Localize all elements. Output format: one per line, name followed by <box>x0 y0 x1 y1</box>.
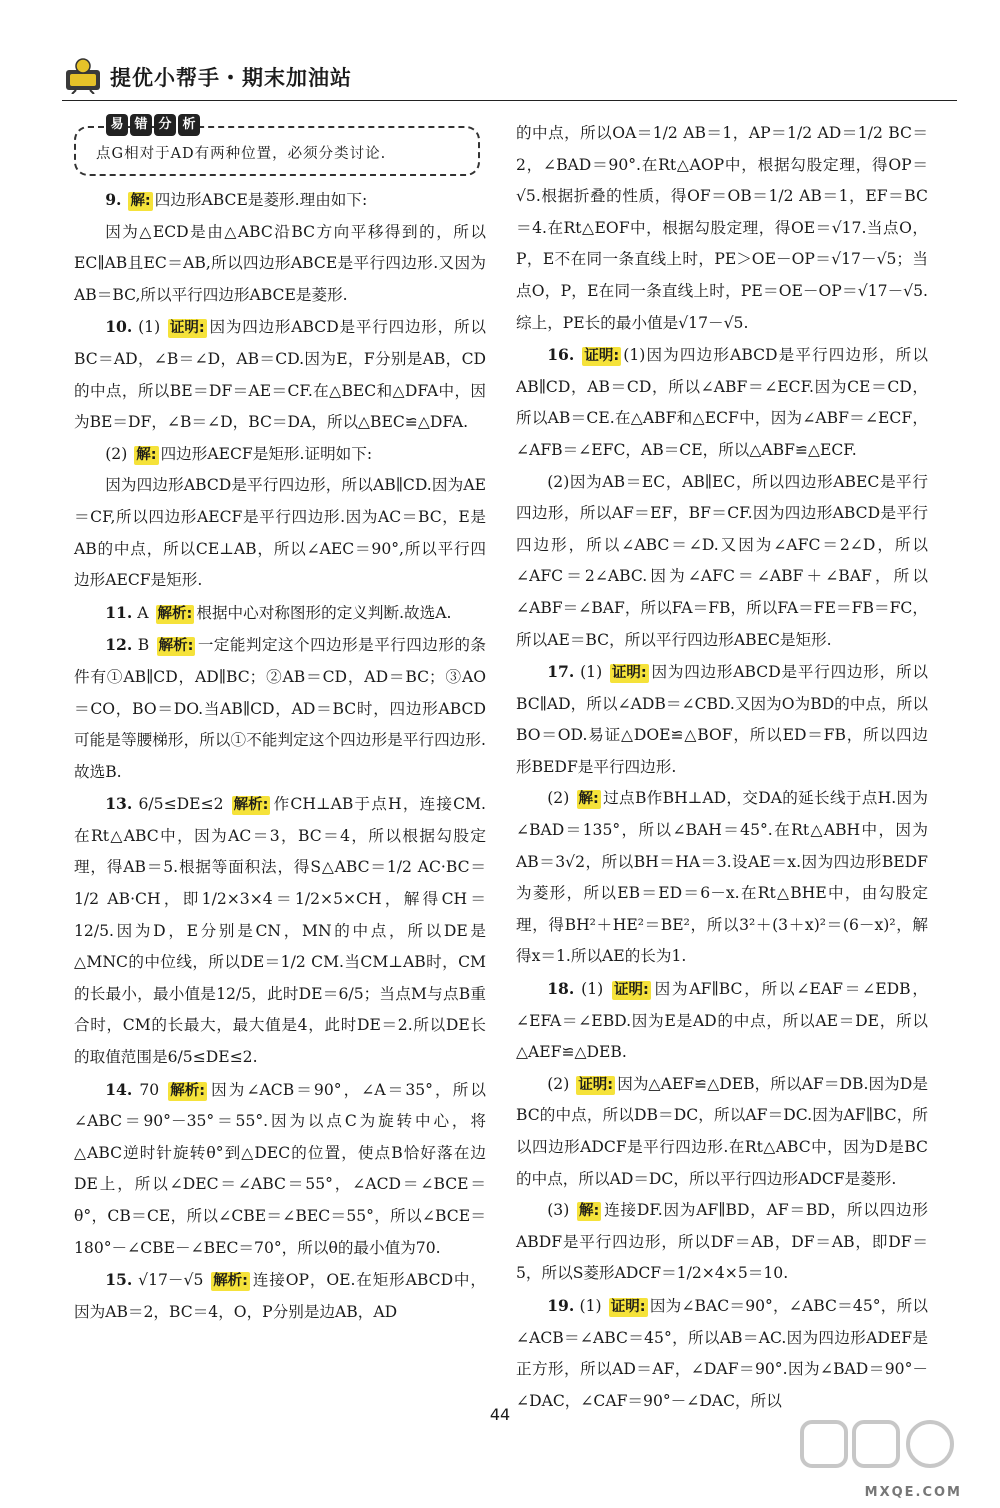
left-column <box>74 118 486 1328</box>
answer-text: 因为∠BAC＝90°，∠ABC＝45°，所以∠ACB＝∠ABC＝45°，所以AB＝AC.因为四边形ADEF是正方形，所以AD＝AF，∠DAF＝90°.因为∠BAD＝90°－∠DAC，∠CAF＝90°－∠DAC，所以 <box>516 1296 928 1410</box>
answer-paragraph <box>516 783 928 973</box>
answer-paragraph <box>74 788 486 1073</box>
answer-paragraph <box>74 217 486 312</box>
question-number: 15. <box>105 1270 133 1290</box>
watermark-text: MXQE.COM <box>864 1485 962 1500</box>
answer-paragraph <box>74 470 486 596</box>
answer-text: 因为四边形ABCD是平行四边形，所以BC∥AD，所以∠ADB＝∠CBD.又因为O为BD的中点，所以BO＝OD.易证△DOE≌△BOF，所以ED＝FB，所以四边形BEDF是平行四边形. <box>516 663 928 776</box>
question-number: 14. <box>105 1079 133 1099</box>
question-number: 11. <box>105 602 133 622</box>
question-number: 19. <box>547 1295 575 1315</box>
question-number: 9. <box>105 190 122 209</box>
answer-paragraph <box>516 1290 928 1417</box>
answer-prefix: 70 <box>139 1080 160 1099</box>
answer-paragraph <box>516 656 928 783</box>
answer-tag-highlight: 解: <box>578 791 599 808</box>
answer-paragraph <box>74 597 486 630</box>
answer-paragraph <box>516 339 928 466</box>
answer-prefix: √17－√5 <box>138 1271 204 1290</box>
tip-title-char: 析 <box>178 114 200 136</box>
answer-prefix: 6/5≤DE≤2 <box>138 795 224 814</box>
answer-tag-highlight: 证明: <box>578 1076 614 1093</box>
tip-box <box>74 117 480 176</box>
answer-prefix: (1) <box>580 663 603 682</box>
answer-tag-highlight: 解: <box>579 1203 600 1220</box>
answer-text: 因为△AEF≌△DEB，所以AF＝DB.因为D是BC的中点，所以DB＝DC，所以AF＝DC.因为AF∥BC，所以四边形ADCF是平行四边形.在Rt△ABC中，因为D是BC的中点，所以AD＝DC，所以平行四边形ADCF是菱形. <box>516 1074 928 1188</box>
answer-text: 因为AF∥BC，所以∠EAF＝∠EDB，∠EFA＝∠EBD.因为E是AD的中点，所以AE＝DE，所以△AEF≌△DEB. <box>516 980 928 1062</box>
answer-tag-highlight: 解: <box>130 193 151 209</box>
answer-prefix: B <box>137 636 150 655</box>
header-divider <box>62 100 957 101</box>
answer-paragraph <box>516 467 928 657</box>
answer-paragraph <box>74 184 486 217</box>
answer-text: 一定能判定这个四边形是平行四边形的条件有①AB∥CD，AD∥BC；②AB＝CD，AD＝BC；③AO＝CO，BO＝DO.当AB∥CD，AD＝BC时，四边形ABCD可能是等腰梯形，所以①不能判定这个四边形是平行四边形.故选B. <box>74 636 486 781</box>
answer-tag-highlight: 解析: <box>213 1273 248 1290</box>
question-number: 10. <box>105 317 133 337</box>
answer-text: 过点B作BH⊥AD，交DA的延长线于点H.因为∠BAD＝135°，所以∠BAH＝45°.在Rt△ABH中，因为AB＝3√2，所以BH＝HA＝3.设AE＝x.因为四边形BEDF为菱形，所以EB＝ED＝6－x.在Rt△BHE中，由勾股定理，得BH²＋HE²＝BE²，所以3²＋(3＋x)²＝(6－x)²，解得x＝1.所以AE的长为1. <box>516 789 928 966</box>
answer-prefix: (2) <box>547 1074 570 1093</box>
answer-prefix: (3) <box>547 1201 570 1220</box>
answer-text: 根据中心对称图形的定义判断.故选A. <box>196 603 452 622</box>
answer-tag-highlight: 解析: <box>233 797 269 814</box>
answer-paragraph <box>516 973 928 1069</box>
answer-tag-highlight: 证明: <box>584 348 620 365</box>
answer-paragraph <box>74 629 486 788</box>
answer-text: 因为∠ACB＝90°，∠A＝35°，所以∠ABC＝90°－35°＝55°.因为以点C为旋转中心，将△ABC逆时针旋转θ°到△DEC的位置，使点B恰好落在边DE上，所以∠DEC＝∠ABC＝55°，∠ACD＝∠BCE＝θ°，CB＝CE，所以∠CBE＝∠BEC＝55°，所以∠BCE＝180°－∠CBE－∠BEC＝70°，所以θ的最小值为70. <box>74 1080 486 1257</box>
answer-tag-highlight: 解析: <box>170 1082 206 1099</box>
answer-prefix: (1) <box>138 318 161 337</box>
answer-text: (2)因为AB＝EC，AB∥EC，所以四边形ABEC是平行四边形，所以AF＝EF，BF＝CF.因为四边形ABCD是平行四边形，所以∠ABC＝∠D.又因为∠AFC＝2∠D，所以∠AFC＝2∠ABC.因为∠AFC＝∠ABF＋∠BAF，所以∠ABF＝∠BAF，所以FA＝FB，所以FA＝FE＝FB＝FC，所以AE＝BC，所以平行四边形ABEC是矩形. <box>516 472 928 649</box>
page-header <box>62 56 962 100</box>
answer-paragraph <box>74 1264 486 1328</box>
tip-title-char: 错 <box>130 114 152 136</box>
tip-text: 点G相对于AD有两种位置，必须分类讨论. <box>96 146 387 162</box>
answer-tag-highlight: 解析: <box>157 605 193 622</box>
tip-title-char: 分 <box>154 114 176 136</box>
answer-prefix: (2) <box>547 789 570 808</box>
tip-title <box>106 114 200 136</box>
answer-paragraph <box>74 311 486 438</box>
answer-prefix: A <box>137 603 149 622</box>
question-number: 17. <box>547 662 575 682</box>
answer-paragraph <box>74 1074 486 1265</box>
answer-text: 因为四边形ABCD是平行四边形，所以AB∥CD.因为AE＝CF,所以四边形AECF是平行四边形.因为AC＝BC，E是AB的中点，所以CE⊥AB，所以∠AEC＝90°,所以平行四边形AECF是矩形. <box>74 476 486 590</box>
answer-tag-highlight: 解析: <box>158 638 194 655</box>
answer-tag-highlight: 证明: <box>613 982 649 999</box>
answer-paragraph <box>516 118 928 339</box>
right-column <box>516 118 928 1417</box>
question-number: 16. <box>547 345 575 365</box>
book-logo-icon <box>62 56 104 94</box>
answer-paragraph <box>74 439 486 471</box>
answer-text: 连接OP，OE.在矩形ABCD中，因为AB＝2，BC＝4，O，P分别是边AB，AD <box>74 1271 486 1321</box>
page-number: 44 <box>489 1405 511 1424</box>
question-number: 12. <box>105 635 133 655</box>
answer-prefix: (1) <box>579 1296 602 1315</box>
answer-prefix: (2) <box>105 444 128 463</box>
answer-tag-highlight: 证明: <box>610 1298 646 1315</box>
answer-text: 连接DF.因为AF∥BD，AF＝BD，所以四边形ABDF是平行四边形，所以DF＝AB，DF＝AB，即DF＝5，所以S菱形ADCF＝1/2×4×5＝10. <box>516 1201 928 1283</box>
answer-text: (1)因为四边形ABCD是平行四边形，所以AB∥CD，AB＝CD，所以∠ABF＝∠ECF.因为CE＝CD，所以AB＝CE.在△ABF和△ECF中，因为∠ABF＝∠ECF，∠AFB＝∠EFC，AB＝CE，所以△ABF≌△ECF. <box>516 346 928 459</box>
answer-tag-highlight: 证明: <box>611 665 647 682</box>
header-title: 提优小帮手・期末加油站 <box>110 66 352 90</box>
answer-paragraph <box>516 1195 928 1290</box>
answer-text: 四边形AECF是矩形.证明如下: <box>160 444 373 463</box>
answer-text: 的中点，所以OA＝1/2 AB＝1，AP＝1/2 AD＝1/2 BC＝2，∠BAD＝90°.在Rt△AOP中，根据勾股定理，得OP＝√5.根据折叠的性质，得OF＝OB＝1/2 AB＝1，EF＝BC＝4.在Rt△EOF中，根据勾股定理，得OE＝√17.当点O，P，E不在同一条直线上时，PE＞OE－OP＝√17－√5；当点O，P，E在同一条直线上时，PE＝OE－OP＝√17－√5.综上，PE长的最小值是√17－√5. <box>516 124 928 332</box>
answer-prefix: (1) <box>581 980 604 999</box>
question-number: 13. <box>105 794 133 814</box>
answer-text: 四边形ABCE是菱形.理由如下: <box>154 191 368 209</box>
answer-paragraph <box>516 1069 928 1195</box>
watermark-logo-icon <box>800 1418 970 1488</box>
tip-title-char: 易 <box>106 114 128 136</box>
answer-tag-highlight: 解: <box>136 446 157 463</box>
answer-text: 因为△ECD是由△ABC沿BC方向平移得到的，所以EC∥AB且EC＝AB,所以四边形ABCE是平行四边形.又因为AB＝BC,所以平行四边形ABCE是菱形. <box>74 222 486 304</box>
answer-text: 作CH⊥AB于点H，连接CM.在Rt△ABC中，因为AC＝3，BC＝4，所以根据勾股定理，得AB＝5.根据等面积法，得S△ABC＝1/2 AC·BC＝1/2 AB·CH，即1/2×3×4＝1/2×5×CH，解得CH＝12/5.因为D，E分别是CN，MN的中点，所以DE是△MNC的中位线，所以DE＝1/2 CM.当CM⊥AB时，CM的长最小，最小值是12/5，此时DE＝6/5；当点M与点B重合时，CM的长最大，最大值是4，此时DE＝2.所以DE长的取值范围是6/5≤DE≤2. <box>74 795 486 1067</box>
answer-text: 因为四边形ABCD是平行四边形，所以BC＝AD，∠B＝∠D，AB＝CD.因为E，F分别是AB，CD的中点，所以BE＝DF＝AE＝CF.在△BEC和△DFA中，因为BE＝DF，∠B＝∠D，BC＝DA，所以△BEC≌△DFA. <box>74 318 486 432</box>
question-number: 18. <box>547 979 575 999</box>
answer-tag-highlight: 证明: <box>169 320 205 337</box>
